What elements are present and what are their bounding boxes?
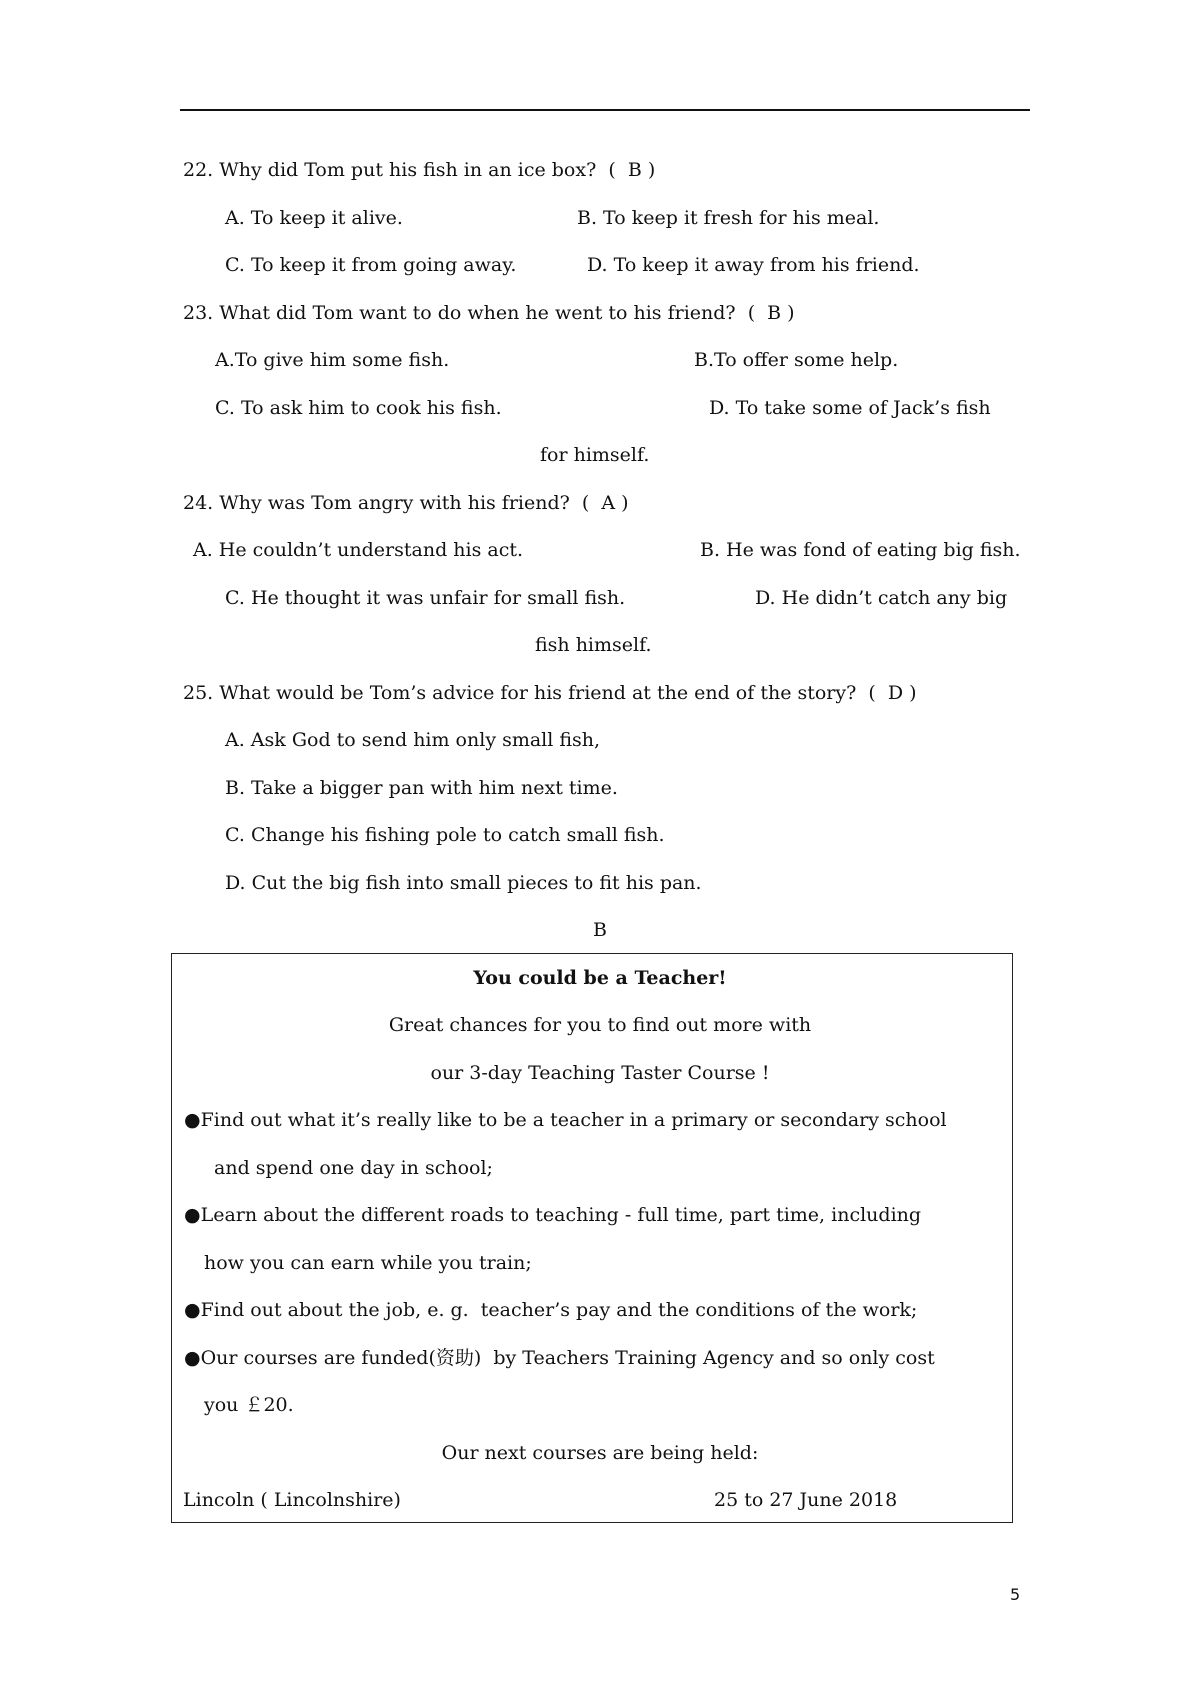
question-24-option-a: A. He couldn’t understand his act.: [193, 539, 524, 561]
notice-subtitle-line-1: Great chances for you to find out more with: [388, 1014, 812, 1036]
course-notice-box: [171, 953, 1013, 1523]
notice-bullet-2-continuation: how you can earn while you train;: [204, 1252, 532, 1274]
question-23-option-a: A.To give him some fish.: [215, 349, 450, 371]
question-22-option-b: B. To keep it fresh for his meal.: [577, 207, 880, 229]
notice-course-venue: Lincoln ( Lincolnshire): [183, 1489, 401, 1511]
page-number: 5: [1010, 1585, 1021, 1604]
notice-bullet-4-continuation: you ￡20.: [204, 1394, 294, 1416]
question-24-option-d: D. He didn’t catch any big: [755, 587, 1008, 609]
question-22-option-a: A. To keep it alive.: [225, 207, 403, 229]
notice-subtitle-line-2: our 3-day Teaching Taster Course !: [430, 1062, 770, 1084]
question-22-stem: 22. Why did Tom put his fish in an ice box? ( B ): [183, 159, 656, 181]
question-23-option-b: B.To offer some help.: [694, 349, 899, 371]
question-22-option-c: C. To keep it from going away.: [225, 254, 517, 276]
question-25-option-d: D. Cut the big fish into small pieces to fit his pan.: [225, 872, 702, 894]
question-23-option-d: D. To take some of Jack’s fish: [709, 397, 991, 419]
question-23-stem: 23. What did Tom want to do when he went to his friend? ( B ): [183, 302, 795, 324]
notice-bullet-2: ●Learn about the different roads to teaching - full time, part time, including: [184, 1204, 922, 1226]
question-23-option-c: C. To ask him to cook his fish.: [215, 397, 502, 419]
notice-bullet-3: ●Find out about the job, e. g. teacher’s pay and the conditions of the work;: [184, 1299, 918, 1321]
question-25-option-a: A. Ask God to send him only small fish,: [225, 729, 601, 751]
question-22-option-d: D. To keep it away from his friend.: [587, 254, 920, 276]
question-24-option-c: C. He thought it was unfair for small fish.: [225, 587, 626, 609]
notice-title: You could be a Teacher!: [473, 967, 727, 989]
question-24-option-d-continuation: fish himself.: [535, 634, 652, 656]
question-24-stem: 24. Why was Tom angry with his friend? ( A ): [183, 492, 629, 514]
section-label: B: [593, 919, 607, 941]
notice-bullet-1: ●Find out what it’s really like to be a teacher in a primary or secondary school: [184, 1109, 947, 1131]
header-rule: [180, 109, 1030, 111]
question-24-option-b: B. He was fond of eating big fish.: [700, 539, 1021, 561]
notice-bullet-1-continuation: and spend one day in school;: [214, 1157, 493, 1179]
question-25-option-c: C. Change his fishing pole to catch small fish.: [225, 824, 665, 846]
question-23-option-d-continuation: for himself.: [540, 444, 650, 466]
notice-bullet-4: ●Our courses are funded(资助) by Teachers Training Agency and so only cost: [184, 1347, 935, 1369]
notice-course-dates: 25 to 27 June 2018: [714, 1489, 898, 1511]
question-25-stem: 25. What would be Tom’s advice for his friend at the end of the story? ( D ): [183, 682, 917, 704]
notice-courses-heading: Our next courses are being held:: [441, 1442, 759, 1464]
question-25-option-b: B. Take a bigger pan with him next time.: [225, 777, 618, 799]
